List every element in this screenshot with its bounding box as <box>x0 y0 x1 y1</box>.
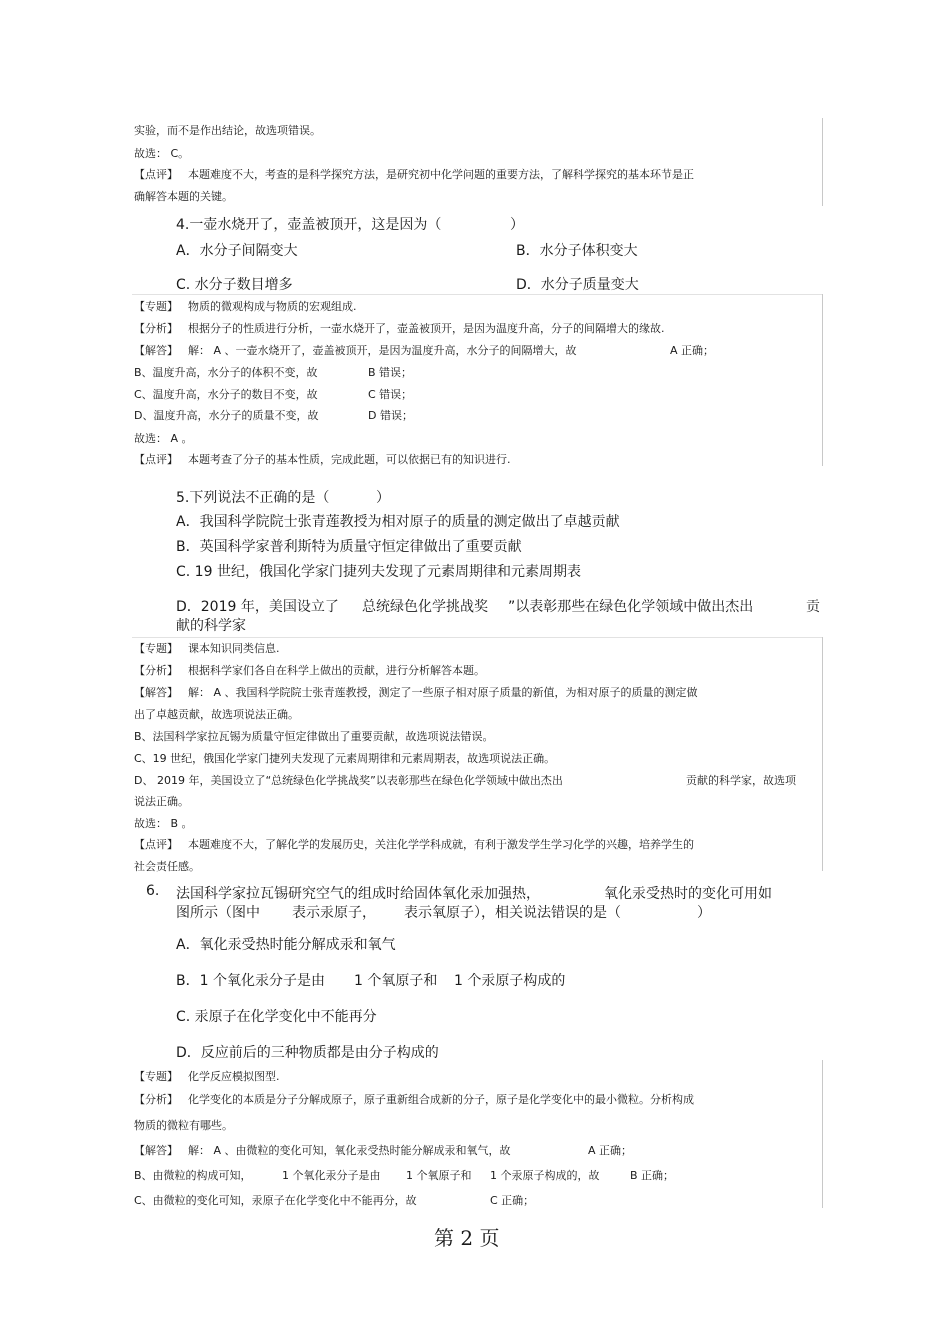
q6-stem-1: 法国科学家拉瓦锡研究空气的组成时给固体氧化汞加强热， <box>176 886 540 902</box>
q6-stem-4: 表示汞原子， <box>292 905 376 921</box>
block1-answer: 故选： C。 <box>134 147 190 160</box>
q5-option-d-award: 总统绿色化学挑战奖 <box>362 599 488 615</box>
q5-option-d: D．2019 年，美国设立了 <box>176 599 339 615</box>
q6-solution-b-verdict: B 正确； <box>630 1169 675 1182</box>
q4-solution-d: D、温度升高，水分子的质量不变，故 <box>134 409 319 422</box>
q5-option-a: A．我国科学院院士张青莲教授为相对原子的质量的测定做出了卓越贡献 <box>176 514 620 530</box>
q5-stem: 5.下列说法不正确的是（ <box>176 490 330 506</box>
q5-solution-d: D、 2019 年，美国设立了“总统绿色化学挑战奖”以表彰那些在绿色化学领域中做出杰出 <box>134 774 563 787</box>
q5-option-b: B．英国科学家普利斯特为质量守恒定律做出了重要贡献 <box>176 539 522 555</box>
q6-paren-close: ） <box>697 905 711 921</box>
q5-analysis: 根据科学家们各自在科学上做出的贡献，进行分析解答本题。 <box>188 664 485 677</box>
q6-option-c: C. 汞原子在化学变化中不能再分 <box>176 1009 377 1025</box>
q6-solution-b: B、由微粒的构成可知， <box>134 1169 252 1182</box>
block1-line1: 实验，而不是作出结论，故选项错误。 <box>134 124 321 137</box>
q6-option-d: D．反应前后的三种物质都是由分子构成的 <box>176 1045 439 1061</box>
q4-analysis-tag: 【分析】 <box>134 322 178 335</box>
q6-solution-a-verdict: A 正确； <box>588 1144 633 1157</box>
q5-right-rule <box>822 637 823 871</box>
q5-review-2: 社会责任感。 <box>134 860 200 873</box>
q6-number: 6. <box>146 883 160 899</box>
q4-top-rule <box>132 294 822 295</box>
q6-solution-b-3: 1 个氧原子和 <box>406 1169 472 1182</box>
q5-option-d-line2: 献的科学家 <box>176 618 246 634</box>
block1-review-1: 本题难度不大，考查的是科学探究方法，是研究初中化学问题的重要方法，了解科学探究的基本环节是正 <box>188 168 694 181</box>
q6-solution-c-verdict: C 正确； <box>490 1194 535 1207</box>
q5-solution-a-line2: 出了卓越贡献，故选项说法正确。 <box>134 708 299 721</box>
q6-topic-tag: 【专题】 <box>134 1070 178 1083</box>
q5-solution-a: 解： A 、我国科学院院士张青莲教授，测定了一些原子相对原子质量的新值，为相对原子的质量的测定做 <box>188 686 698 699</box>
q6-stem-5: 表示氧原子），相关说法错误的是（ <box>404 905 621 921</box>
q5-solution-tag: 【解答】 <box>134 686 178 699</box>
q6-stem-3: 图所示（图中 <box>176 905 260 921</box>
q4-stem: 4.一壶水烧开了，壶盖被顶开，这是因为（ <box>176 217 442 233</box>
q6-solution-tag: 【解答】 <box>134 1144 178 1157</box>
page-number: 第 2 页 <box>434 1226 500 1250</box>
q6-stem-2: 氧化汞受热时的变化可用如 <box>604 886 772 902</box>
q4-review: 本题考查了分子的基本性质，完成此题，可以依据已有的知识进行. <box>188 453 511 466</box>
q4-solution-a: 解： A 、一壶水烧开了，壶盖被顶开，是因为温度升高，水分子的间隔增大，故 <box>188 344 577 357</box>
q5-review-1: 本题难度不大，了解化学的发展历史，关注化学学科成就，有利于激发学生学习化学的兴趣，培养学生的 <box>188 838 694 851</box>
q4-solution-c: C、温度升高，水分子的数目不变，故 <box>134 388 318 401</box>
q5-option-d-end: 贡 <box>806 599 820 615</box>
q6-topic: 化学反应模拟图型. <box>188 1070 280 1083</box>
q5-option-d-cont: ”以表彰那些在绿色化学领域中做出杰出 <box>508 599 754 615</box>
q6-solution-b-2: 1 个氧化汞分子是由 <box>282 1169 381 1182</box>
q6-analysis-tag: 【分析】 <box>134 1093 178 1106</box>
q4-solution-tag: 【解答】 <box>134 344 178 357</box>
block1-right-rule <box>822 118 823 206</box>
q4-solution-c-verdict: C 错误； <box>368 388 413 401</box>
q6-option-b: B．1 个氧化汞分子是由 <box>176 973 325 989</box>
q4-solution-b-verdict: B 错误； <box>368 366 413 379</box>
q6-solution-c: C、由微粒的变化可知，汞原子在化学变化中不能再分，故 <box>134 1194 417 1207</box>
q5-paren-close: ） <box>376 490 390 506</box>
q6-right-rule <box>822 1060 823 1208</box>
block1-review-2: 确解答本题的关键。 <box>134 190 233 203</box>
q6-solution-b-4: 1 个汞原子构成的，故 <box>490 1169 600 1182</box>
q5-answer: 故选： B 。 <box>134 817 193 830</box>
q4-option-a: A．水分子间隔变大 <box>176 243 298 259</box>
q5-top-rule <box>132 637 822 638</box>
q6-analysis-2: 物质的微粒有哪些。 <box>134 1119 233 1132</box>
q5-solution-b: B、法国科学家拉瓦锡为质量守恒定律做出了重要贡献，故选项说法错误。 <box>134 730 494 743</box>
q5-topic: 课本知识同类信息. <box>188 642 280 655</box>
q6-option-b-end: 1 个汞原子构成的 <box>454 973 566 989</box>
q4-option-b: B．水分子体积变大 <box>516 243 638 259</box>
q4-solution-d-verdict: D 错误； <box>368 409 413 422</box>
q4-answer: 故选： A 。 <box>134 432 193 445</box>
q4-topic: 物质的微观构成与物质的宏观组成. <box>188 300 357 313</box>
q6-option-a: A．氧化汞受热时能分解成汞和氧气 <box>176 937 396 953</box>
q4-option-c: C. 水分子数目增多 <box>176 277 293 293</box>
q5-review-tag: 【点评】 <box>134 838 178 851</box>
q5-topic-tag: 【专题】 <box>134 642 178 655</box>
q6-option-b-mid: 1 个氧原子和 <box>354 973 438 989</box>
q5-solution-d-line2: 说法正确。 <box>134 795 189 808</box>
q6-analysis-1: 化学变化的本质是分子分解成原子，原子重新组合成新的分子，原子是化学变化中的最小微粒。分析构成 <box>188 1093 694 1106</box>
q5-solution-c: C、19 世纪，俄国化学家门捷列夫发现了元素周期律和元素周期表，故选项说法正确。 <box>134 752 556 765</box>
q5-option-c: C. 19 世纪，俄国化学家门捷列夫发现了元素周期律和元素周期表 <box>176 564 581 580</box>
q4-solution-a-verdict: A 正确； <box>670 344 715 357</box>
q4-right-rule <box>822 294 823 466</box>
q5-solution-d-cont: 贡献的科学家，故选项 <box>686 774 796 787</box>
block1-review-tag: 【点评】 <box>134 168 178 181</box>
q4-solution-b: B、温度升高，水分子的体积不变，故 <box>134 366 318 379</box>
q4-option-d: D．水分子质量变大 <box>516 277 639 293</box>
q4-paren-close: ） <box>510 217 524 233</box>
q4-review-tag: 【点评】 <box>134 453 178 466</box>
q4-topic-tag: 【专题】 <box>134 300 178 313</box>
q5-analysis-tag: 【分析】 <box>134 664 178 677</box>
q6-solution-a: 解： A 、由微粒的变化可知，氧化汞受热时能分解成汞和氧气，故 <box>188 1144 511 1157</box>
q4-analysis: 根据分子的性质进行分析，一壶水烧开了，壶盖被顶开，是因为温度升高，分子的间隔增大的缘故. <box>188 322 665 335</box>
